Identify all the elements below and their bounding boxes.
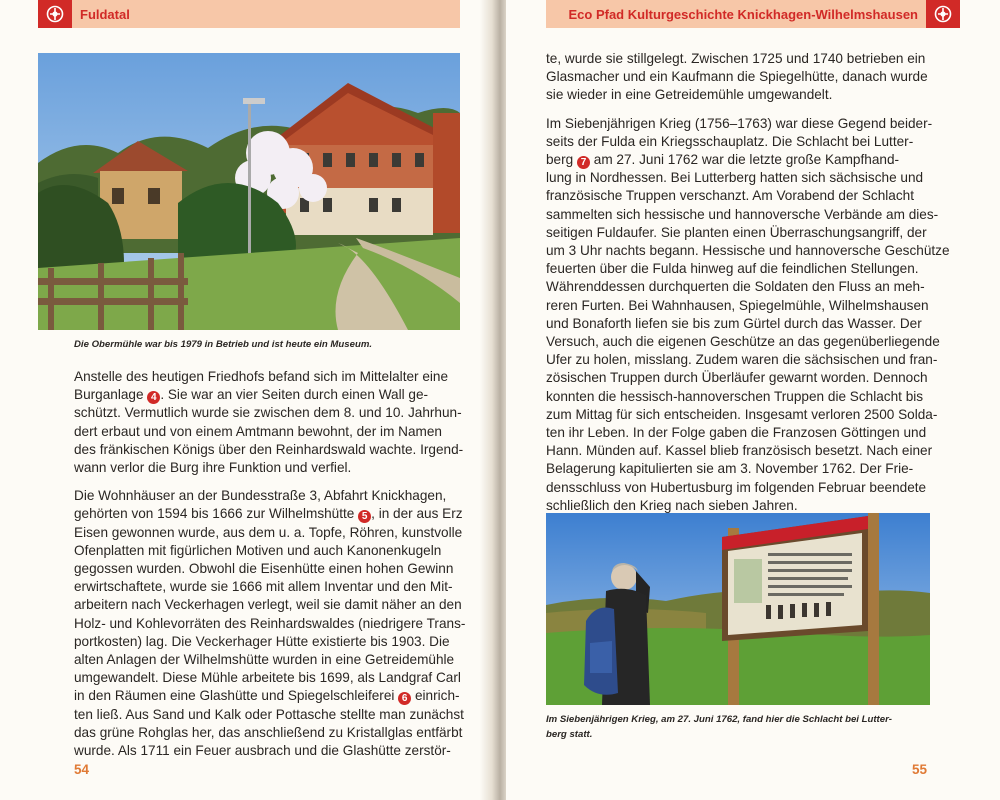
waypoint-7-marker: 7	[577, 156, 590, 169]
left-header-title: Fuldatal	[80, 6, 130, 22]
eco-pfad-logo-icon	[926, 0, 960, 28]
left-body-text	[74, 368, 466, 770]
waypoint-4-marker: 4	[147, 391, 160, 404]
obermuehle-photo	[38, 53, 460, 330]
left-photo-caption: Die Obermühle war bis 1979 in Betrieb und ist heute ein Museum.	[74, 339, 373, 350]
waypoint-5-marker: 5	[358, 510, 371, 523]
left-paragraph-2: Die Wohnhäuser an der Bundesstraße 3, Abfahrt Knickhagen, gehörten von 1594 bis 1666 zur Wilhelmshütte 5 , in der aus Erz Eisen gewonnen wurde, aus dem u. a. Topfe, Röhren, kunstvolle Ofenplatten mit figürlichen Motiven und auch Kanonenkugeln gegossen wurden. Obwohl die Eisenhütte einen hohen Gewinn erwirtschaftete, wurde sie 1666 mit allem Inventar und den Mit- arbeitern nach Veckerhagen verlegt, weil sie damit näher an den Holz- und Kohlevorräten des Reinhardswaldes (niedrigere Trans- portkosten) lag. Die Veckerhager Hütte existierte bis 1903. Die alten Anlagen der Wilhelmshütte wurden in eine Getreidemühle umgewandelt. Diese Mühle arbeitete bis 1699, als Landgraf Carl in den Räumen eine Glashütte und Spiegelschleiferei 6 einrich- ten ließ. Aus Sand und Kalk oder Pottasche stellte man zunächst das grüne Rohglas her, das anschließend zu Kristallglas entfärbt wurde. Als 1711 ein Feuer ausbrach und die Glashütte zerstör-	[74, 488, 466, 759]
left-paragraph-1: Anstelle des heutigen Friedhofs befand sich im Mittelalter eine Burganlage 4 . Sie war an vier Seiten durch einen Wall ge- schützt. Vermutlich wurde sie zwischen dem 8. und 10. Jahrhun- dert erbaut und von einem Amtmann bewohnt, der im Namen des fränkischen Königs über den Reinhardswald wachte. Irgend- wann verlor die Burg ihre Funktion und verfiel.	[74, 369, 464, 476]
right-running-header	[546, 0, 960, 28]
left-page-number: 54	[74, 762, 90, 777]
right-body-text	[546, 50, 950, 525]
right-photo-caption: Im Siebenjährigen Krieg, am 27. Juni 1762, fand hier die Schlacht bei Lutter- berg statt.	[546, 714, 893, 740]
right-header-title: Eco Pfad Kulturgeschichte Knickhagen-Wilhelmshausen	[568, 6, 918, 22]
waypoint-6-marker: 6	[398, 692, 411, 705]
eco-pfad-logo-icon	[38, 0, 72, 28]
right-page-number: 55	[912, 762, 928, 777]
left-running-header	[38, 0, 460, 28]
right-paragraph-2: Im Siebenjährigen Krieg (1756–1763) war diese Gegend beider- seits der Fulda ein Kriegsschauplatz. Die Schlacht bei Lutter- berg 7 am 27. Juni 1762 war die letzte große Kampfhand- lung in Nordhessen. Bei Lutterberg hatten sich sächsische und französische Truppen verschanzt. Am Vorabend der Schlacht sammelten sich hessische und hannoversche Verbände am dies- seitigen Fuldaufer. Sie planten einen Überraschungsangriff, der um 3 Uhr nachts begann. Hessische und hannoversche Geschütze feuerten über die Fulda hinweg auf die feindlichen Stellungen. Währenddessen durchquerten die Soldaten den Fluss an meh- reren Furten. Bei Wahnhausen, Spiegelmühle, Wilhelmshausen und Bonaforth liefen sie bis zum Gürtel durch das Wasser. Der Versuch, auch die eigenen Geschütze an das gegenüberliegende Ufer zu holen, misslang. Zudem waren die sächsischen und fran- zösischen Truppen durch Überläufer gewarnt worden. Dennoch konnten die hessisch-hannoverschen Truppen die Schlacht bis zum Mittag für sich entscheiden. Insgesamt verloren 2500 Solda- ten ihr Leben. In der Folge gaben die Franzosen Göttingen und Hann. Münden auf. Kassel blieb französisch besetzt. Nach einer Belagerung kapitulierten sie am 3. November 1762. Der Frie- densschluss von Hubertusburg im folgenden Februar beendete schließlich den Krieg nach sieben Jahren.	[546, 115, 950, 513]
left-page	[0, 0, 494, 800]
battlefield-info-board-photo	[546, 513, 930, 705]
right-paragraph-1: te, wurde sie stillgelegt. Zwischen 1725 und 1740 betrieben ein Glasmacher und ein Kaufmann die Spiegelhütte, danach wurde sie wieder in eine Getreidemühle umgewandelt.	[546, 51, 928, 103]
